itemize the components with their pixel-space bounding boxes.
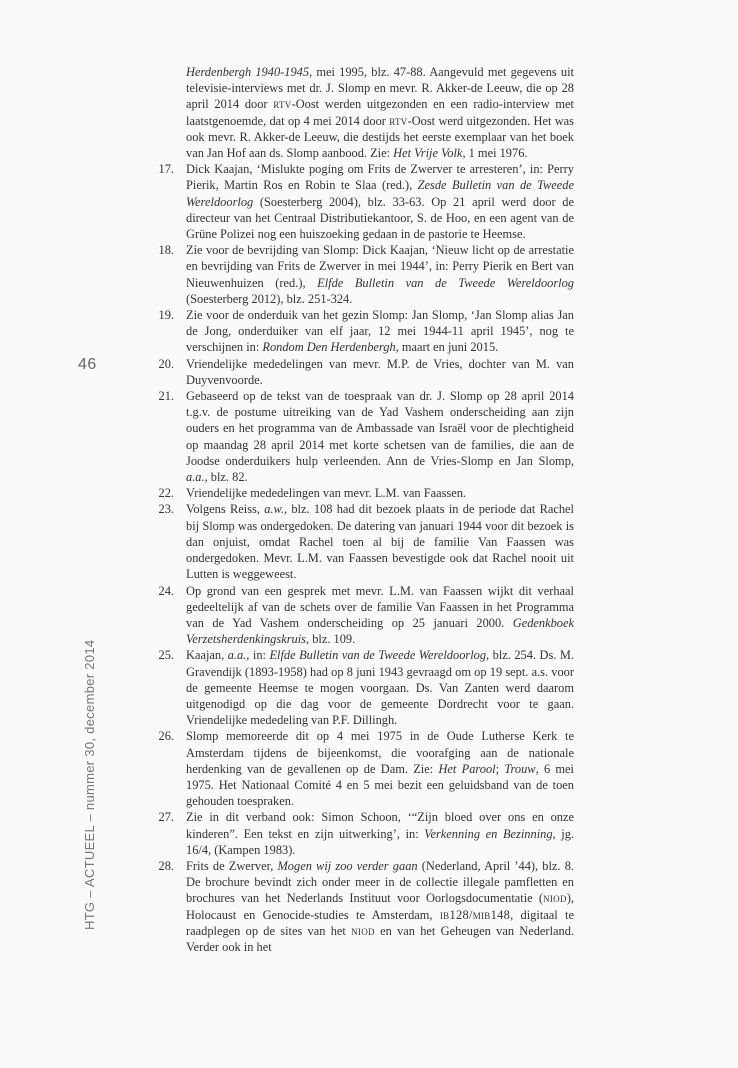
footnote-text: Volgens Reiss, a.w., blz. 108 had dit bezoek plaats in de periode dat Rachel bij Slomp was ondergedoken. De datering van januari 1944 voor dit bezoek is dan onjuist, omdat Rachel toen al bij de familie Van Faassen was ondergedoken. Mevr. L.M. van Faassen bevestigde ook dat Rachel nooit uit Lutten is weggeweest. (186, 502, 574, 582)
footnote-number: 28. (158, 858, 174, 873)
footnote-text: Zie voor de bevrijding van Slomp: Dick Kaajan, ‘Nieuw licht op de arrestatie en bevrijding van Frits de Zwerver in mei 1944’, in: Perry Pierik en Bert van Nieuwenhuizen (red.), Elfde Bulletin van de Tweede Wereldoorlog (Soesterberg 2012), blz. 251-324. (186, 243, 574, 306)
footnote-28 (158, 858, 574, 955)
footnote-23 (158, 501, 574, 582)
footnotes (158, 64, 575, 955)
footnote-20 (158, 356, 574, 388)
footnote-17 (158, 161, 574, 242)
footnote-number: 25. (158, 648, 174, 663)
footnote-number: 17. (158, 162, 174, 177)
footnote-25 (158, 647, 575, 728)
footnote-26 (158, 728, 574, 809)
footnote-number: 20. (158, 356, 174, 371)
footnote-number: 21. (158, 389, 174, 404)
footnote-text: Zie voor de onderduik van het gezin Slomp: Jan Slomp, ‘Jan Slomp alias Jan de Jong, onderduiker van elf jaar, 12 mei 1944-11 april 1945’, nog te verschijnen in: Rondom Den Herdenbergh, maart en juni 2015. (186, 308, 574, 355)
footnote-continuation: Herdenbergh 1940-1945, mei 1995, blz. 47-88. Aangevuld met gegevens uit televisie-interviews met dr. J. Slomp en mevr. R. Akker-de Leeuw, die op 28 april 2014 door rtv-Oost werden uitgezonden en een radio-interview met laatstgenoemde, dat op 4 mei 2014 door rtv-Oost werd uitgezonden. Het was ook mevr. R. Akker-de Leeuw, die destijds het eerste exemplaar van het boek van Jan Hof aan ds. Slomp aanbood. Zie: Het Vrije Volk, 1 mei 1976. (186, 65, 575, 161)
footnote-text: Vriendelijke mededelingen van mevr. M.P. de Vries, dochter van M. van Duyvenvoorde. (186, 356, 574, 387)
footnote-number: 27. (158, 810, 174, 825)
footnote-number: 24. (158, 583, 174, 598)
footnote-number: 22. (158, 486, 174, 501)
footnote-text: Dick Kaajan, ‘Mislukte poging om Frits de Zwerver te arresteren’, in: Perry Pierik, Martin Ros en Robin te Slaa (red.), Zesde Bulletin van de Tweede Wereldoorlog (Soesterberg 2004), blz. 33-63. Op 21 april werd door de directeur van het Centraal Distributiekantoor, S. de Hoo, en een agent van de Grüne Polizei nog een huiszoeking gedaan in de pastorie te Heemse. (186, 162, 574, 242)
footnote-text: Kaajan, a.a., in: Elfde Bulletin van de Tweede Wereldoorlog, blz. 254. Ds. M. Gravendijk (1893-1958) had op 8 juni 1943 gevraagd om op 19 sept. a.s. voor de gemeente Heemse te mogen voorgaan. Ds. Van Zanten werd daarom uitgenodigd op die dag voor de gemeente Dordrecht voor te gaan. Vriendelijke mededeling van P.F. Dillingh. (186, 648, 575, 728)
footnote-number: 23. (158, 502, 174, 517)
footnote-text: Gebaseerd op de tekst van de toespraak van dr. J. Slomp op 28 april 2014 t.g.v. de postume uitreiking van de Yad Vashem onderscheiding aan zijn ouders en het programma van de Ambassade van Israël voor de plechtigheid op maandag 28 april 2014 met korte schetsen van de families, die aan de Joodse onderduikers hulp verleenden. Ann de Vries-Slomp en Jan Slomp, a.a., blz. 82. (186, 389, 574, 485)
footnote-number: 19. (158, 308, 174, 323)
footnote-text: Slomp memoreerde dit op 4 mei 1975 in de Oude Lutherse Kerk te Amsterdam tijdens de bijeenkomst, die voorafging aan de nationale herdenking van de gevallenen op de Dam. Zie: Het Parool; Trouw, 6 mei 1975. Het Nationaal Comité 4 en 5 mei bezit een geluidsband van de toen gehouden toespraken. (186, 729, 574, 809)
page-number: 46 (78, 356, 97, 373)
footnote-text: Frits de Zwerver, Mogen wij zoo verder gaan (Nederland, April ’44), blz. 8. De brochure bevindt zich onder meer in de collectie illegale pamfletten en brochures van het Nederlands Instituut voor Oorlogsdocumentatie (niod), Holocaust en Genocide-studies te Amsterdam, ib128/mib148, digitaal te raadplegen op de sites van het niod en van het Geheugen van Nederland. Verder ook in het (186, 858, 574, 954)
footnote-text: Op grond van een gesprek met mevr. L.M. van Faassen wijkt dit verhaal gedeeltelijk af van de schets over de familie Van Faassen in het Programma van de Yad Vashem onderscheiding op 25 januari 2000. Gedenkboek Verzetsherdenkingskruis, blz. 109. (186, 583, 574, 647)
footnote-21 (158, 388, 574, 485)
footnote-text: Zie in dit verband ook: Simon Schoon, ‘“Zijn bloed over ons en onze kinderen”. Een tekst en zijn uitwerking’, in: Verkenning en Bezinning, jg. 16/4, (Kampen 1983). (186, 810, 574, 857)
footnote-19 (158, 307, 574, 356)
footnote-text: Vriendelijke mededelingen van mevr. L.M. van Faassen. (186, 486, 467, 501)
footnote-18 (158, 242, 574, 307)
footnote-number: 18. (158, 243, 174, 258)
running-footer: HTG – ACTUEEL – nummer 30, december 2014 (82, 639, 97, 930)
footnote-24 (158, 583, 574, 648)
footnote-22 (158, 485, 574, 501)
footnote-number: 26. (158, 729, 174, 744)
footnote-27 (158, 809, 574, 858)
